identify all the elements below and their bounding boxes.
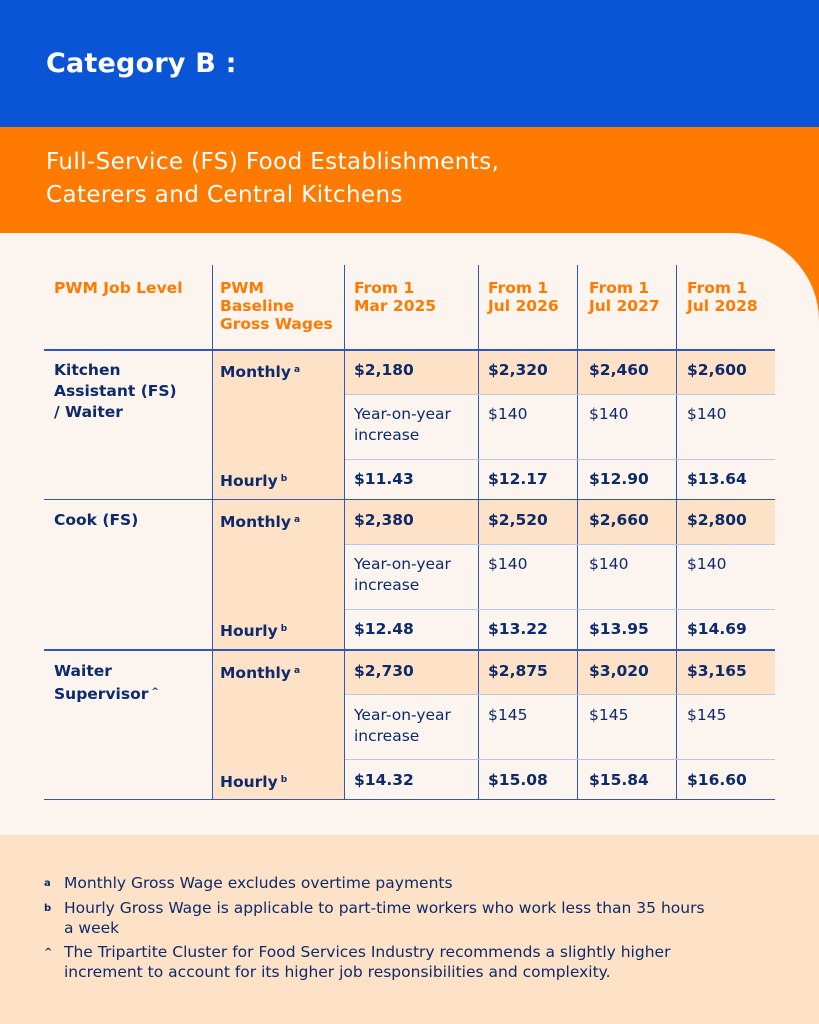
- row-divider: [345, 694, 775, 695]
- monthly-value: $2,520: [488, 511, 548, 529]
- yoy-value: $140: [488, 555, 528, 573]
- monthly-value: $2,380: [354, 511, 414, 529]
- row-divider: [345, 759, 775, 760]
- row-label-hourly: [220, 770, 287, 793]
- hourly-value: $15.84: [589, 771, 649, 789]
- header-baseline-line: PWM: [220, 279, 264, 297]
- wage-table: [44, 265, 775, 800]
- monthly-value: $2,180: [354, 361, 414, 379]
- header-jul-2026: [488, 279, 576, 315]
- footnote-marker: b: [44, 903, 52, 914]
- footnote-marker: a: [293, 515, 301, 525]
- monthly-value: $2,660: [589, 511, 649, 529]
- column-divider: [478, 265, 479, 800]
- hourly-value: $13.64: [687, 470, 747, 488]
- yoy-label-line: increase: [354, 426, 420, 444]
- yoy-label-line: increase: [354, 727, 420, 745]
- monthly-value: $2,800: [687, 511, 747, 529]
- header-date-line: From 1: [687, 279, 748, 297]
- header-date-line: From 1: [354, 279, 415, 297]
- row-label-hourly: [220, 469, 287, 492]
- yoy-label: [354, 554, 451, 596]
- yoy-label-line: increase: [354, 576, 420, 594]
- page-subtitle: [46, 146, 499, 212]
- column-divider: [344, 265, 345, 800]
- monthly-value: $2,460: [589, 361, 649, 379]
- header-baseline-line: Gross Wages: [220, 315, 333, 333]
- row-divider: [345, 544, 775, 545]
- column-divider: [212, 265, 213, 800]
- header-baseline-wages: [220, 279, 342, 333]
- hourly-value: $12.90: [589, 470, 649, 488]
- yoy-label-line: Year-on-year: [354, 405, 451, 423]
- job-level-line: Waiter: [54, 662, 112, 680]
- group-divider: [44, 649, 775, 651]
- job-level-waiter-supervisor: [54, 661, 209, 705]
- hourly-label: Hourly: [220, 472, 278, 490]
- job-level-line: Cook (FS): [54, 511, 139, 529]
- row-label-monthly: [220, 510, 300, 533]
- header-jul-2027: [589, 279, 677, 315]
- hourly-label: Hourly: [220, 622, 278, 640]
- hourly-value: $13.95: [589, 620, 649, 638]
- hourly-value: $12.17: [488, 470, 548, 488]
- job-level-kitchen-assistant: [54, 360, 209, 423]
- table-bottom-border: [44, 799, 775, 800]
- yoy-value: $140: [589, 555, 629, 573]
- yoy-value: $140: [589, 405, 629, 423]
- job-level-line: Kitchen: [54, 361, 121, 379]
- footnote-marker: a: [44, 878, 51, 889]
- group-divider: [44, 499, 775, 500]
- hourly-value: $16.60: [687, 771, 747, 789]
- monthly-value: $3,165: [687, 662, 747, 680]
- footnote-item: [44, 873, 774, 894]
- job-level-text: Supervisor: [54, 685, 149, 703]
- footnote-text: Monthly Gross Wage excludes overtime payments: [64, 874, 453, 892]
- monthly-value: $2,730: [354, 662, 414, 680]
- header-divider: [44, 349, 775, 351]
- header-date-line: Jul 2026: [488, 297, 559, 315]
- hourly-value: $15.08: [488, 771, 548, 789]
- column-divider: [577, 265, 578, 800]
- yoy-value: $145: [687, 706, 727, 724]
- hourly-value: $14.32: [354, 771, 414, 789]
- subtitle-line-1: Full-Service (FS) Food Establishments,: [46, 149, 500, 175]
- yoy-label-line: Year-on-year: [354, 555, 451, 573]
- job-level-cook: [54, 510, 209, 531]
- yoy-value: $140: [687, 555, 727, 573]
- category-title: Category B :: [46, 48, 237, 79]
- footnote-marker: b: [280, 474, 288, 484]
- header-job-level: PWM Job Level: [54, 279, 183, 297]
- row-divider: [345, 609, 775, 610]
- footnote-item: [44, 942, 774, 982]
- hourly-value: $13.22: [488, 620, 548, 638]
- header-date-line: Mar 2025: [354, 297, 437, 315]
- row-divider: [345, 394, 775, 395]
- row-label-monthly: [220, 661, 300, 684]
- monthly-label: Monthly: [220, 664, 291, 682]
- footnote-marker: b: [280, 775, 288, 785]
- hourly-label: Hourly: [220, 773, 278, 791]
- header-jul-2028: [687, 279, 775, 315]
- header-mar-2025: [354, 279, 474, 315]
- subtitle-line-2: Caterers and Central Kitchens: [46, 182, 403, 208]
- monthly-label: Monthly: [220, 363, 291, 381]
- job-level-line: / Waiter: [54, 403, 123, 421]
- yoy-value: $145: [589, 706, 629, 724]
- column-divider: [676, 265, 677, 800]
- row-label-hourly: [220, 619, 287, 642]
- monthly-value: $3,020: [589, 662, 649, 680]
- hourly-value: $11.43: [354, 470, 414, 488]
- yoy-label-line: Year-on-year: [354, 706, 451, 724]
- job-level-line: Assistant (FS): [54, 382, 177, 400]
- yoy-value: $145: [488, 706, 528, 724]
- footnote-marker: ^: [44, 947, 53, 958]
- hourly-value: $12.48: [354, 620, 414, 638]
- yoy-value: $140: [488, 405, 528, 423]
- footnote-marker: b: [280, 624, 288, 634]
- footnote-marker: a: [293, 365, 301, 375]
- row-label-monthly: [220, 360, 300, 383]
- baseline-column-shade: [212, 350, 345, 800]
- header-date-line: Jul 2027: [589, 297, 660, 315]
- footnote-text: The Tripartite Cluster for Food Services Industry recommends a slightly higher increment to account for its higher job responsibilities and complexity.: [64, 943, 671, 981]
- header-baseline-line: Baseline: [220, 297, 295, 315]
- monthly-value: $2,875: [488, 662, 548, 680]
- footnote-item: [44, 898, 774, 938]
- row-divider: [345, 459, 775, 460]
- monthly-value: $2,600: [687, 361, 747, 379]
- header-date-line: From 1: [488, 279, 549, 297]
- hourly-value: $14.69: [687, 620, 747, 638]
- header-date-line: From 1: [589, 279, 650, 297]
- yoy-label: [354, 404, 451, 446]
- footnote-marker: a: [293, 666, 301, 676]
- header-date-line: Jul 2028: [687, 297, 758, 315]
- job-level-line: [54, 682, 209, 705]
- footnote-marker: ^: [151, 687, 159, 697]
- footnotes: [44, 873, 774, 986]
- monthly-label: Monthly: [220, 513, 291, 531]
- footnote-text: Hourly Gross Wage is applicable to part-time workers who work less than 35 hours a week: [64, 899, 705, 937]
- yoy-value: $140: [687, 405, 727, 423]
- monthly-value: $2,320: [488, 361, 548, 379]
- yoy-label: [354, 705, 451, 747]
